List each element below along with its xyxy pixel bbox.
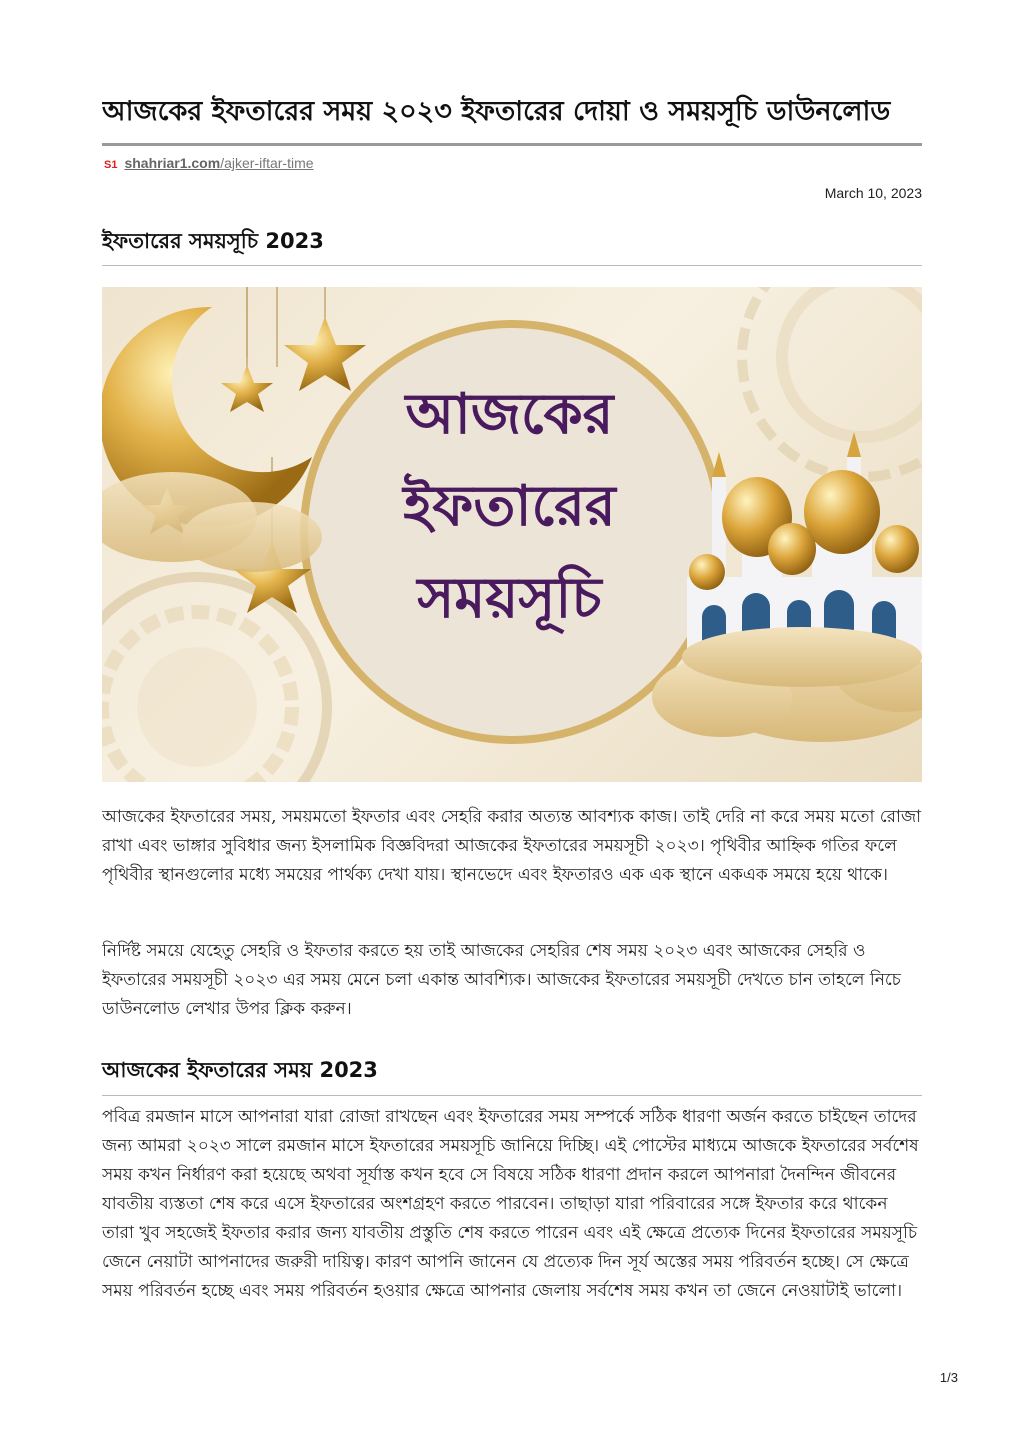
banner-line: আজকের [405, 382, 614, 447]
source-domain[interactable]: shahriar1.com [124, 155, 221, 171]
title-divider [102, 143, 922, 146]
section-divider [102, 1095, 922, 1096]
banner-line: ইফতারের [403, 474, 616, 539]
banner-title [357, 369, 662, 645]
publish-date: March 10, 2023 [824, 185, 922, 201]
banner-line: সময়সূচি [417, 566, 602, 631]
mandala-right-icon [742, 287, 922, 477]
body-paragraph: নির্দিষ্ট সময়ে যেহেতু সেহরি ও ইফতার করতে হয় তাই আজকের সেহরির শেষ সময় ২০২৩ এবং আজকের সেহরি ও ইফতারের সময়সূচী ২০২৩ এর সময় মেনে চলা একান্ত আবশ্যিক। আজকের ইফতারের সময়সূচী দেখতে চান তাহলে নিচে ডাউনলোড লেখার উপর ক্লিক করুন। [102, 941, 901, 1019]
cut-off-text-line [102, 1368, 322, 1378]
section-heading-schedule: ইফতারের সময়সূচি 2023 [102, 229, 324, 253]
page-number: 1/3 [939, 1370, 958, 1385]
section-divider [102, 265, 922, 266]
body-paragraph: আজকের ইফতারের সময়, সময়মতো ইফতার এবং সেহরি করার অত্যন্ত আবশ্যক কাজ। তাই দেরি না করে সময় মতো রোজা রাখা এবং ভাঙ্গার সুবিধার জন্য ইসলামিক বিজ্ঞবিদরা আজকের ইফতারের সময়সূচী ২০২৩। পৃথিবীর আহ্নিক গতির ফলে পৃথিবীর স্থানগুলোর মধ্যে সময়ের পার্থক্য দেখা যায়। স্থানভেদে এবং ইফতারও এক এক স্থানে একএক সময়ে হয়ে থাকে। [102, 807, 922, 885]
source-path[interactable]: /ajker-iftar-time [220, 155, 314, 171]
source-link[interactable] [104, 153, 314, 175]
featured-banner-image [102, 287, 922, 782]
page-title: আজকের ইফতারের সময় ২০২৩ ইফতারের দোয়া ও সময়সূচি ডাউনলোড [102, 96, 891, 127]
site-logo-icon: S1 [104, 159, 118, 171]
section-heading-today: আজকের ইফতারের সময় 2023 [102, 1058, 378, 1082]
body-paragraph: পবিত্র রমজান মাসে আপনারা যারা রোজা রাখছেন এবং ইফতারের সময় সম্পর্কে সঠিক ধারণা অর্জন করতে চাইছেন তাদের জন্য আমরা ২০২৩ সালে রমজান মাসে ইফতারের সময়সূচি জানিয়ে দিচ্ছি। এই পোস্টের মাধ্যমে আজকে ইফতারের সর্বশেষ সময় কখন নির্ধারণ করা হয়েছে অথবা সূর্যাস্ত কখন হবে সে বিষয়ে সঠিক ধারণা প্রদান করলে আপনারা দৈনন্দিন জীবনের যাবতীয় ব্যস্ততা শেষ করে এসে ইফতারের অংশগ্রহণ করতে পারবেন। তাছাড়া যারা পরিবারের সঙ্গে ইফতার করে থাকেন তারা খুব সহজেই ইফতার করার জন্য যাবতীয় প্রস্তুতি শেষ করতে পারেন এবং এই ক্ষেত্রে প্রত্যেক দিনের ইফতারের সময়সূচি জেনে নেয়াটা আপনাদের জরুরী দায়িত্ব। কারণ আপনি জানেন যে প্রত্যেক দিন সূর্য অস্তের সময় পরিবর্তন হচ্ছে। সে ক্ষেত্রে সময় পরিবর্তন হচ্ছে এবং সময় পরিবর্তন হওয়ার ক্ষেত্রে আপনার জেলায় সর্বশেষ সময় কখন তা জেনে নেওয়াটাই ভালো। [102, 1107, 919, 1301]
